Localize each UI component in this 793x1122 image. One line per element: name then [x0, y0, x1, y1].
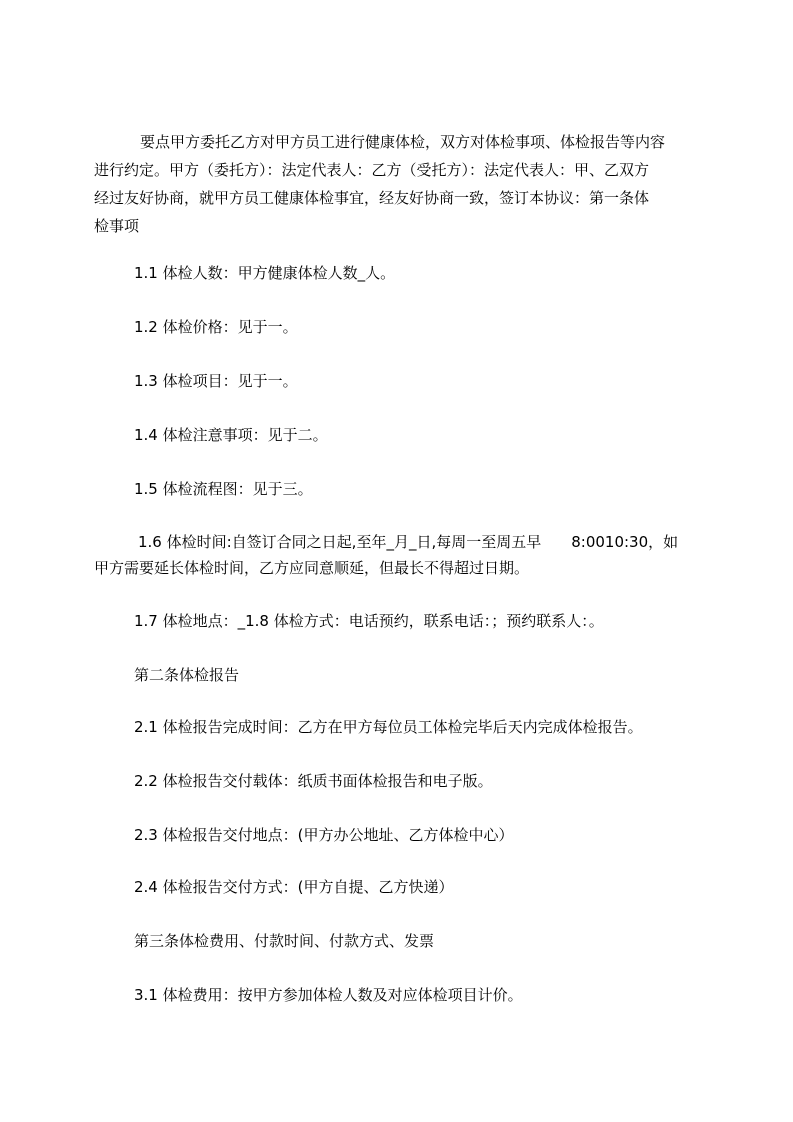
- clause-2-1: 2.1 体检报告完成时间：乙方在甲方每位员工体检完毕后天内完成体检报告。: [134, 718, 643, 736]
- intro-line-3: 经过友好协商，就甲方员工健康体检事宜，经友好协商一致，签订本协议：第一条体: [94, 189, 650, 207]
- clause-2-3: 2.3 体检报告交付地点：(甲方办公地址、乙方体检中心）: [134, 826, 514, 844]
- section-2-heading: 第二条体检报告: [134, 666, 240, 684]
- clause-1-3: 1.3 体检项目：见于一。: [134, 372, 298, 390]
- clause-1-5: 1.5 体检流程图：见于三。: [134, 480, 313, 498]
- intro-paragraph: [94, 128, 714, 240]
- clause-1-1: 1.1 体检人数：甲方健康体检人数_人。: [134, 264, 396, 282]
- clause-1-4: 1.4 体检注意事项：见于二。: [134, 426, 328, 444]
- clause-2-4: 2.4 体检报告交付方式：(甲方自提、乙方快递）: [134, 878, 454, 896]
- clause-1-6-line-1: 1.6 体检时间:自签订合同之日起,至年_月_日,每周一至周五早 8:0010:30，如: [138, 533, 679, 551]
- clause-1-2: 1.2 体检价格：见于一。: [134, 318, 298, 336]
- clause-2-2: 2.2 体检报告交付载体：纸质书面体检报告和电子版。: [134, 772, 493, 790]
- clause-1-6-line-2: 甲方需要延长体检时间，乙方应同意顺延，但最长不得超过日期。: [94, 559, 530, 577]
- clause-1-6: [94, 529, 714, 581]
- section-3-heading: 第三条体检费用、付款时间、付款方式、发票: [134, 932, 435, 950]
- intro-line-2: 进行约定。甲方（委托方）：法定代表人：乙方（受托方）：法定代表人：甲、乙双方: [94, 161, 650, 179]
- intro-line-1: 要点甲方委托乙方对甲方员工进行健康体检，双方对体检事项、体检报告等内容: [140, 133, 666, 151]
- clause-1-7: 1.7 体检地点：_1.8 体检方式：电话预约，联系电话：；预约联系人：。: [134, 612, 604, 630]
- intro-line-4: 检事项: [94, 217, 140, 235]
- clause-3-1: 3.1 体检费用：按甲方参加体检人数及对应体检项目计价。: [134, 986, 523, 1004]
